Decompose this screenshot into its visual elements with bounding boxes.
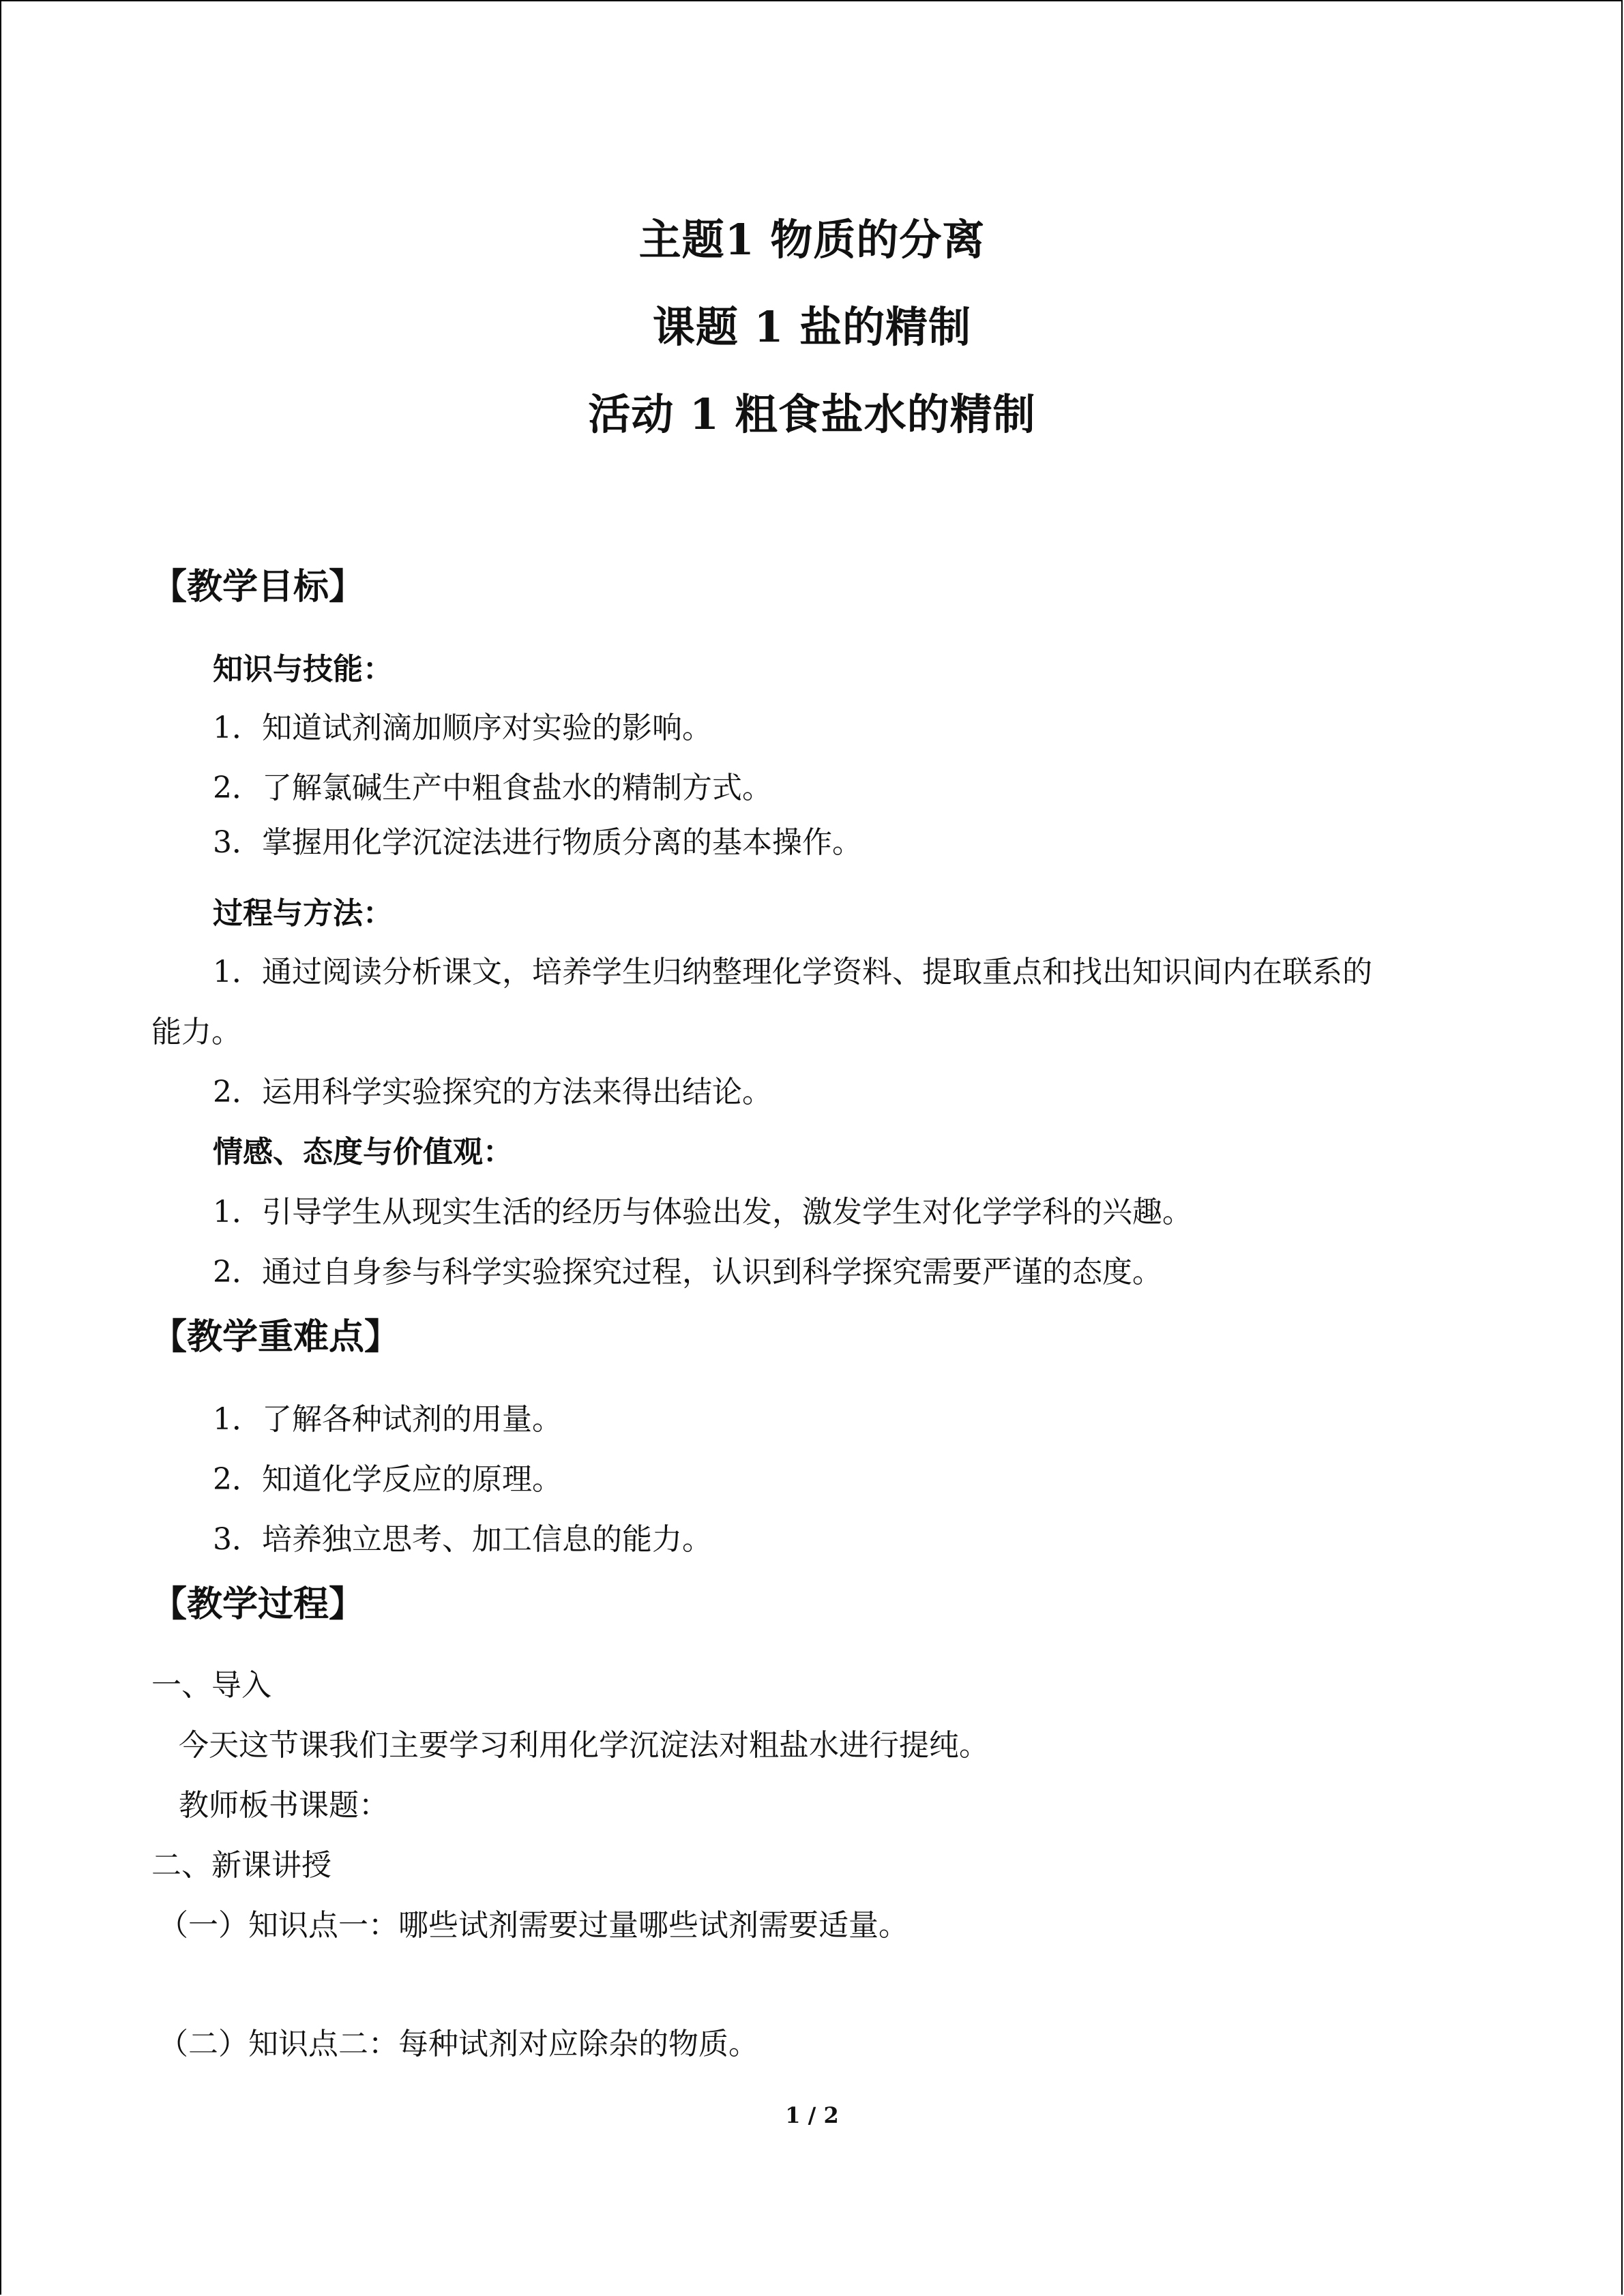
emotion-label: 情感、态度与价值观：: [213, 1135, 513, 1169]
activity-title: 活动 1 粗食盐水的精制: [588, 389, 1036, 439]
page-number: 1 / 2: [785, 2102, 839, 2128]
objectives-heading: 【教学目标】: [151, 566, 365, 608]
board-text: 教师板书课题：: [179, 1788, 389, 1823]
emotion-item: 1．引导学生从现实生活的经历与体验出发，激发学生对化学学科的兴趣。: [213, 1195, 1192, 1229]
knowledge-point-1: （一）知识点一：哪些试剂需要过量哪些试剂需要适量。: [158, 1908, 909, 1943]
knowledge-item: 1．知道试剂滴加顺序对实验的影响。: [213, 711, 712, 745]
key-point-item: 1．了解各种试剂的用量。: [213, 1402, 562, 1437]
topic-title: 主题1 物质的分离: [638, 215, 986, 265]
process-heading: 【教学过程】: [151, 1583, 365, 1625]
intro-text: 今天这节课我们主要学习利用化学沉淀法对粗盐水进行提纯。: [179, 1728, 989, 1763]
intro-label: 一、导入: [151, 1668, 271, 1703]
knowledge-item: 3．掌握用化学沉淀法进行物质分离的基本操作。: [213, 825, 862, 860]
key-points-heading: 【教学重难点】: [151, 1316, 400, 1358]
process-method-label: 过程与方法：: [213, 896, 393, 931]
lesson-title: 课题 1 盐的精制: [652, 302, 972, 352]
key-point-item: 2．知道化学反应的原理。: [213, 1462, 562, 1497]
new-lesson-label: 二、新课讲授: [151, 1848, 331, 1883]
process-method-item: 2．运用科学实验探究的方法来得出结论。: [213, 1075, 772, 1109]
emotion-item: 2．通过自身参与科学实验探究过程，认识到科学探究需要严谨的态度。: [213, 1255, 1162, 1289]
process-method-item-continued: 能力。: [151, 1015, 241, 1049]
knowledge-label: 知识与技能：: [213, 652, 393, 687]
knowledge-point-2: （二）知识点二：每种试剂对应除杂的物质。: [158, 2027, 758, 2061]
process-method-item: 1．通过阅读分析课文，培养学生归纳整理化学资料、提取重点和找出知识间内在联系的: [213, 955, 1372, 989]
key-point-item: 3．培养独立思考、加工信息的能力。: [213, 1522, 712, 1557]
knowledge-item: 2．了解氯碱生产中粗食盐水的精制方式。: [213, 771, 772, 805]
